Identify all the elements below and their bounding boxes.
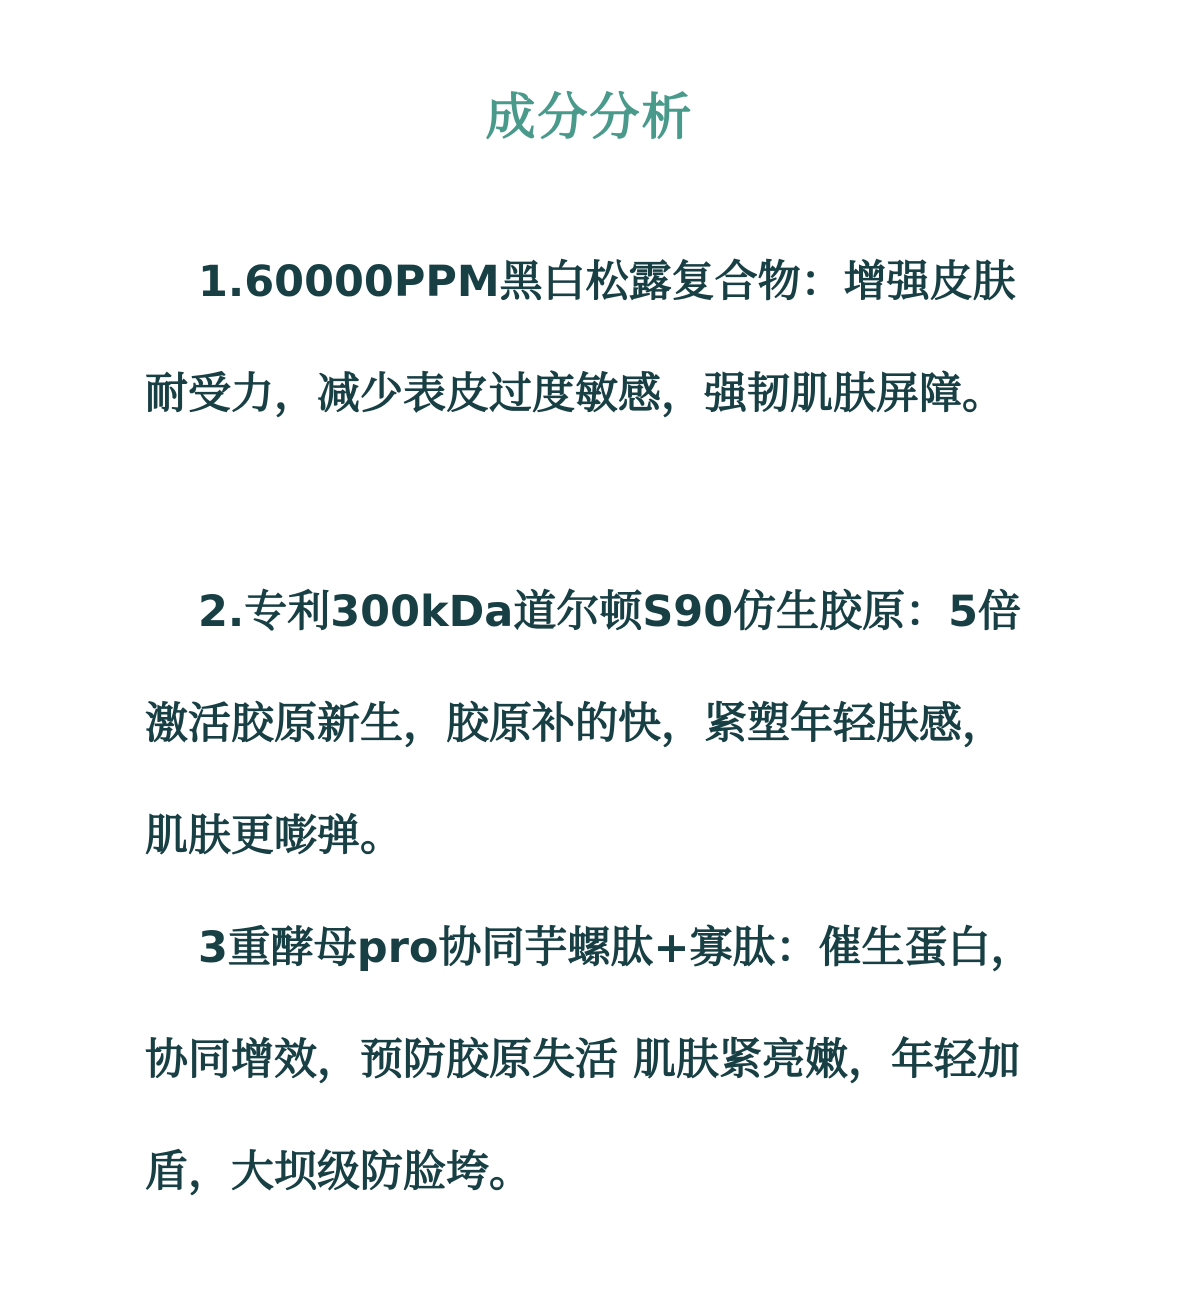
page-title: 成分分析 — [485, 88, 694, 146]
ingredient-paragraph-2: 2.专利300kDa道尔顿S90仿生胶原：5倍激活胶原新生，胶原补的快，紧塑年轻肤感，肌肤更嘭弹。 — [145, 587, 1022, 861]
ingredient-paragraph-1: 1.60000PPM黑白松露复合物：增强皮肤耐受力，减少表皮过度敏感，强韧肌肤屏障。 — [145, 257, 1016, 419]
ingredient-paragraph-3: 3重酵母pro协同芋螺肽+寡肽：催生蛋白，协同增效，预防胶原失活 肌肤紧亮嫩，年轻加盾，大坝级防脸垮。 — [145, 923, 1034, 1197]
